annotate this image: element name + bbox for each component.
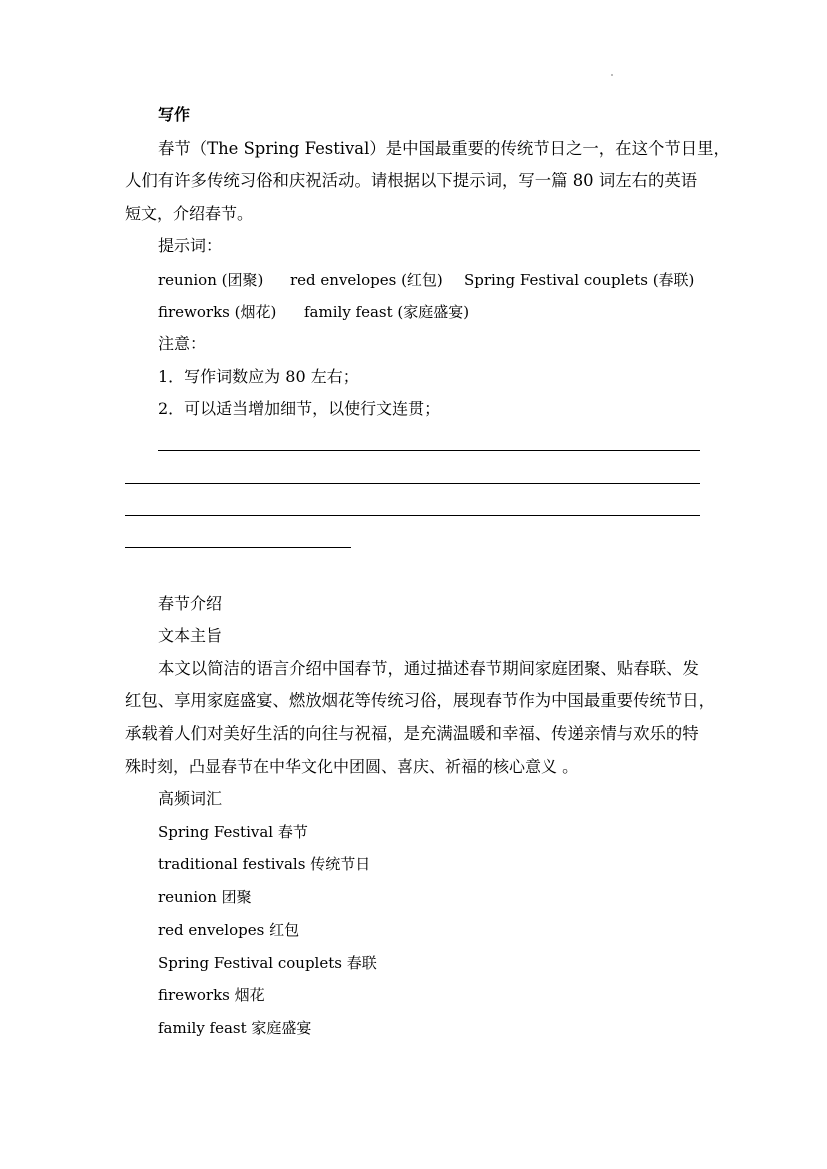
- vocab-item: traditional festivals 传统节日: [158, 855, 371, 873]
- answer-line-1: [158, 450, 700, 451]
- page-mark: [611, 74, 613, 76]
- vocab-item: red envelopes 红包: [158, 921, 300, 939]
- hint-label: 提示词：: [158, 236, 223, 255]
- answer-line-3: [125, 515, 700, 516]
- hint-red-envelopes: red envelopes (红包): [290, 271, 443, 289]
- vocab-item: Spring Festival 春节: [158, 823, 308, 841]
- hints-row-1: [158, 270, 694, 290]
- hint-couplets: Spring Festival couplets (春联): [464, 271, 695, 289]
- hint-fireworks: fireworks (烟花): [158, 303, 277, 321]
- theme-line-2: 红包、享用家庭盛宴、燃放烟花等传统习俗，展现春节作为中国最重要传统节日，: [125, 691, 716, 710]
- vocab-label: 高频词汇: [158, 789, 223, 808]
- hint-family-feast: family feast (家庭盛宴): [304, 303, 470, 321]
- model-title: 春节介绍: [158, 594, 223, 613]
- answer-line-4: [125, 547, 351, 548]
- note-2: 2．可以适当增加细节，以使行文连贯；: [158, 399, 441, 418]
- vocab-item: family feast 家庭盛宴: [158, 1019, 312, 1037]
- theme-line-3: 承载着人们对美好生活的向往与祝福，是充满温暖和幸福、传递亲情与欢乐的特: [125, 724, 699, 743]
- prompt-line-3: 短文，介绍春节。: [125, 204, 254, 223]
- theme-line-1: 本文以简洁的语言介绍中国春节，通过描述春节期间家庭团聚、贴春联、发: [158, 659, 699, 678]
- prompt-line-1: 春节（The Spring Festival）是中国最重要的传统节日之一，在这个节日里，: [158, 139, 730, 158]
- vocab-item: Spring Festival couplets 春联: [158, 954, 377, 972]
- theme-label: 文本主旨: [158, 626, 223, 645]
- hint-reunion: reunion (团聚): [158, 271, 264, 289]
- prompt-line-2: 人们有许多传统习俗和庆祝活动。请根据以下提示词，写一篇 80 词左右的英语: [125, 171, 698, 190]
- theme-line-4: 殊时刻，凸显春节在中华文化中团圆、喜庆、祈福的核心意义 。: [125, 757, 579, 776]
- note-1: 1．写作词数应为 80 左右；: [158, 367, 359, 386]
- writing-heading: 写作: [158, 105, 191, 124]
- vocab-item: fireworks 烟花: [158, 986, 265, 1004]
- hints-row-2: [158, 302, 469, 322]
- note-label: 注意：: [158, 334, 207, 353]
- answer-line-2: [125, 483, 700, 484]
- vocab-item: reunion 团聚: [158, 888, 252, 906]
